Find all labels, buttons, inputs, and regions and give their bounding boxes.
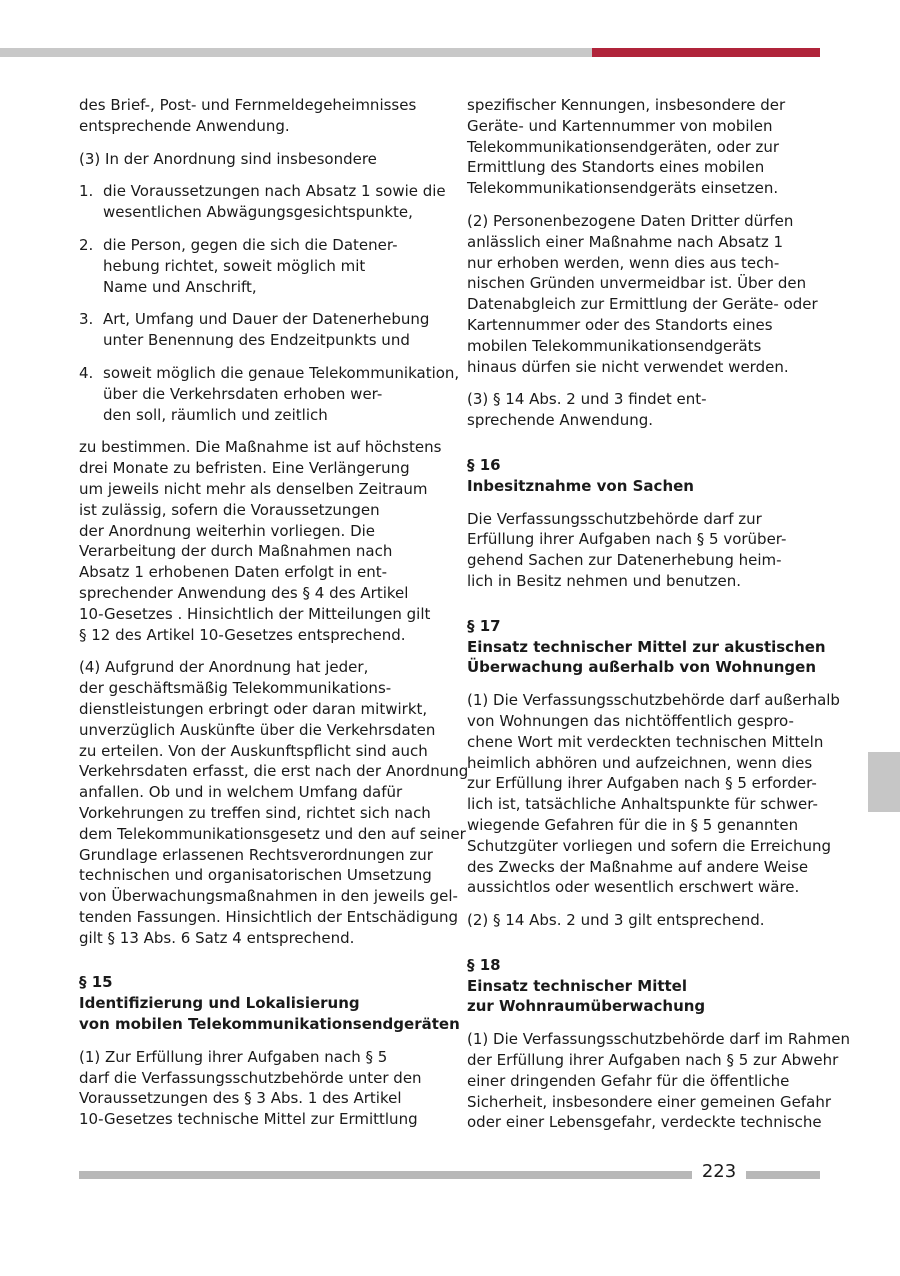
text-line: die Person, gegen die sich die Datener- [103, 235, 398, 254]
text-line: zur Erfüllung ihrer Aufgaben nach § 5 erforder- [467, 774, 817, 793]
text-line: entsprechende Anwendung. [79, 116, 290, 135]
text-line: Überwachung außerhalb von Wohnungen [467, 658, 817, 677]
text-line: spezifischer Kennungen, insbesondere der [467, 96, 786, 114]
text-line: § 15 [79, 973, 113, 992]
text-line: nur erhoben werden, wenn dies aus tech- [467, 253, 780, 272]
text-line: gilt § 13 Abs. 6 Satz 4 entsprechend. [79, 928, 355, 947]
text-line: § 12 des Artikel 10-Gesetzes entsprechend. [79, 625, 406, 644]
text-line: § 18 [467, 955, 501, 974]
chapter-side-tab [868, 752, 900, 812]
text-line: Telekommunikationsendgeräten, oder zur [467, 137, 780, 156]
paragraph [467, 389, 819, 431]
text-line: von Überwachungsmaßnahmen in den jeweils gel- [79, 887, 458, 906]
paragraph [79, 149, 435, 170]
text-line: Verarbeitung der durch Maßnahmen nach [79, 542, 393, 561]
text-line: Art, Umfang und Dauer der Datenerhebung [103, 310, 430, 329]
text-line: Identifizierung und Lokalisierung [79, 994, 360, 1013]
text-line: chene Wort mit verdeckten technischen Mitteln [467, 732, 824, 751]
paragraph [467, 1029, 850, 1133]
text-line: zur Wohnraumüberwachung [467, 997, 706, 1016]
section-heading-15 [79, 972, 460, 1034]
text-line: hinaus dürfen sie nicht verwendet werden. [467, 357, 789, 376]
page-number: 223 [701, 1161, 737, 1182]
text-line: (3) § 14 Abs. 2 und 3 findet ent- [467, 390, 707, 409]
text-line: Grundlage erlassenen Rechtsverordnungen zur [79, 845, 433, 864]
text-line: Inbesitznahme von Sachen [467, 476, 694, 495]
text-line: wiegende Gefahren für die in § 5 genannten [467, 815, 799, 834]
text-line: (2) Personenbezogene Daten Dritter dürfen [467, 211, 794, 230]
paragraph [467, 509, 819, 592]
paragraph [79, 437, 442, 645]
text-line: Datenabgleich zur Ermittlung der Geräte- oder [467, 295, 818, 314]
text-line: die Voraussetzungen nach Absatz 1 sowie die [103, 182, 446, 201]
paragraph [79, 95, 435, 137]
right-column [467, 95, 850, 1145]
text-line: Einsatz technischer Mittel zur akustischen [467, 637, 826, 656]
text-line: Schutzgüter vorliegen und sofern die Erreichung [467, 836, 831, 855]
text-line: (2) § 14 Abs. 2 und 3 gilt entsprechend. [467, 911, 765, 930]
text-line: um jeweils nicht mehr als denselben Zeitraum [79, 479, 428, 498]
header-rule-red [592, 48, 820, 57]
text-line: von mobilen Telekommunikationsendgeräten [79, 1015, 460, 1034]
text-line: zu erteilen. Von der Auskunftspflicht sind auch [79, 741, 428, 760]
paragraph [467, 690, 840, 898]
text-line: (1) Zur Erfüllung ihrer Aufgaben nach § 5 [79, 1047, 388, 1066]
text-line: anfallen. Ob und in welchem Umfang dafür [79, 783, 403, 802]
list-number: 2. [79, 235, 94, 254]
footer-rule-left [79, 1171, 692, 1179]
text-line: lich ist, tatsächliche Anhaltspunkte für schwer- [467, 795, 818, 814]
list-item [79, 309, 435, 351]
list-number: 4. [79, 363, 94, 382]
paragraph [467, 211, 819, 377]
paragraph [467, 910, 819, 931]
text-line: dienstleistungen erbringt oder daran mitwirkt, [79, 699, 428, 718]
text-line: 10-Gesetzes technische Mittel zur Ermittlung [79, 1110, 418, 1129]
text-line: sprechender Anwendung des § 4 des Artikel [79, 583, 409, 602]
text-line: über die Verkehrsdaten erhoben wer- [103, 384, 383, 403]
text-line: Geräte- und Kartennummer von mobilen [467, 116, 773, 135]
text-line: § 17 [467, 616, 501, 635]
text-line: den soll, räumlich und zeitlich [103, 405, 328, 424]
text-line: Einsatz technischer Mittel [467, 976, 687, 995]
text-line: darf die Verfassungsschutzbehörde unter den [79, 1068, 422, 1087]
text-line: (1) Die Verfassungsschutzbehörde darf außerhalb [467, 691, 840, 710]
text-line: Erfüllung ihrer Aufgaben nach § 5 vorüber- [467, 530, 787, 549]
header-rule-gray [0, 48, 592, 57]
text-line: der Erfüllung ihrer Aufgaben nach § 5 zur Abwehr [467, 1051, 839, 1070]
text-line: (4) Aufgrund der Anordnung hat jeder, [79, 658, 369, 677]
text-line: unverzüglich Auskünfte über die Verkehrsdaten [79, 720, 436, 739]
text-line: Telekommunikationsendgeräts einsetzen. [467, 179, 779, 198]
text-line: Sicherheit, insbesondere einer gemeinen Gefahr [467, 1092, 832, 1111]
left-column [79, 95, 469, 1142]
text-line: der Anordnung weiterhin vorliegen. Die [79, 521, 376, 540]
footer-rule-right [746, 1171, 820, 1179]
text-line: (1) Die Verfassungsschutzbehörde darf im Rahmen [467, 1030, 850, 1049]
text-line: Kartennummer oder des Standorts eines [467, 315, 773, 334]
text-line: § 16 [467, 455, 501, 474]
text-line: gehend Sachen zur Datenerhebung heim- [467, 551, 782, 570]
paragraph [467, 95, 819, 199]
text-line: von Wohnungen das nichtöffentlich gespro- [467, 711, 794, 730]
text-line: Absatz 1 erhobenen Daten erfolgt in ent- [79, 563, 387, 582]
text-line: ist zulässig, sofern die Voraussetzungen [79, 500, 380, 519]
text-line: Verkehrsdaten erfasst, die erst nach der Anordnung [79, 762, 469, 781]
text-line: soweit möglich die genaue Telekommunikation, [103, 363, 460, 382]
paragraph [79, 657, 469, 948]
text-line: (3) In der Anordnung sind insbesondere [79, 149, 377, 168]
section-heading-18 [467, 955, 819, 1017]
text-line: dem Telekommunikationsgesetz und den auf seiner [79, 824, 466, 843]
text-line: 10-Gesetzes . Hinsichtlich der Mitteilungen gilt [79, 604, 431, 623]
text-line: wesentlichen Abwägungsgesichtspunkte, [103, 203, 413, 222]
text-line: sprechende Anwendung. [467, 411, 654, 430]
text-line: hebung richtet, soweit möglich mit [103, 256, 366, 275]
text-line: des Zwecks der Maßnahme auf andere Weise [467, 857, 809, 876]
text-line: mobilen Telekommunikationsendgeräts [467, 336, 762, 355]
text-line: Voraussetzungen des § 3 Abs. 1 des Artikel [79, 1089, 402, 1108]
text-line: technischen und organisatorischen Umsetzung [79, 866, 432, 885]
text-line: der geschäftsmäßig Telekommunikations- [79, 679, 392, 698]
list-number: 3. [79, 310, 94, 329]
text-line: unter Benennung des Endzeitpunkts und [103, 331, 410, 350]
text-line: Vorkehrungen zu treffen sind, richtet sich nach [79, 803, 431, 822]
text-line: lich in Besitz nehmen und benutzen. [467, 571, 742, 590]
text-line: Ermittlung des Standorts eines mobilen [467, 158, 765, 177]
text-line: zu bestimmen. Die Maßnahme ist auf höchstens [79, 438, 442, 457]
text-line: des Brief-, Post- und Fernmeldegeheimnisses [79, 96, 417, 114]
text-line: drei Monate zu befristen. Eine Verlängerung [79, 459, 410, 478]
text-line: einer dringenden Gefahr für die öffentliche [467, 1071, 790, 1090]
text-line: nischen Gründen unvermeidbar ist. Über den [467, 274, 807, 293]
list-item [79, 235, 435, 297]
list-number: 1. [79, 182, 94, 201]
text-line: tenden Fassungen. Hinsichtlich der Entschädigung [79, 907, 459, 926]
text-line: oder einer Lebensgefahr, verdeckte technische [467, 1113, 822, 1132]
section-heading-16 [467, 455, 819, 497]
text-line: aussichtlos oder wesentlich erschwert wäre. [467, 878, 800, 897]
text-line: heimlich abhören und aufzeichnen, wenn dies [467, 753, 813, 772]
numbered-list [79, 181, 460, 425]
section-heading-17 [467, 616, 826, 678]
text-line: Die Verfassungsschutzbehörde darf zur [467, 509, 762, 528]
text-line: anlässlich einer Maßnahme nach Absatz 1 [467, 232, 784, 251]
text-line: Name und Anschrift, [103, 277, 257, 296]
list-item [79, 363, 460, 425]
paragraph [79, 1047, 435, 1130]
list-item [79, 181, 446, 223]
